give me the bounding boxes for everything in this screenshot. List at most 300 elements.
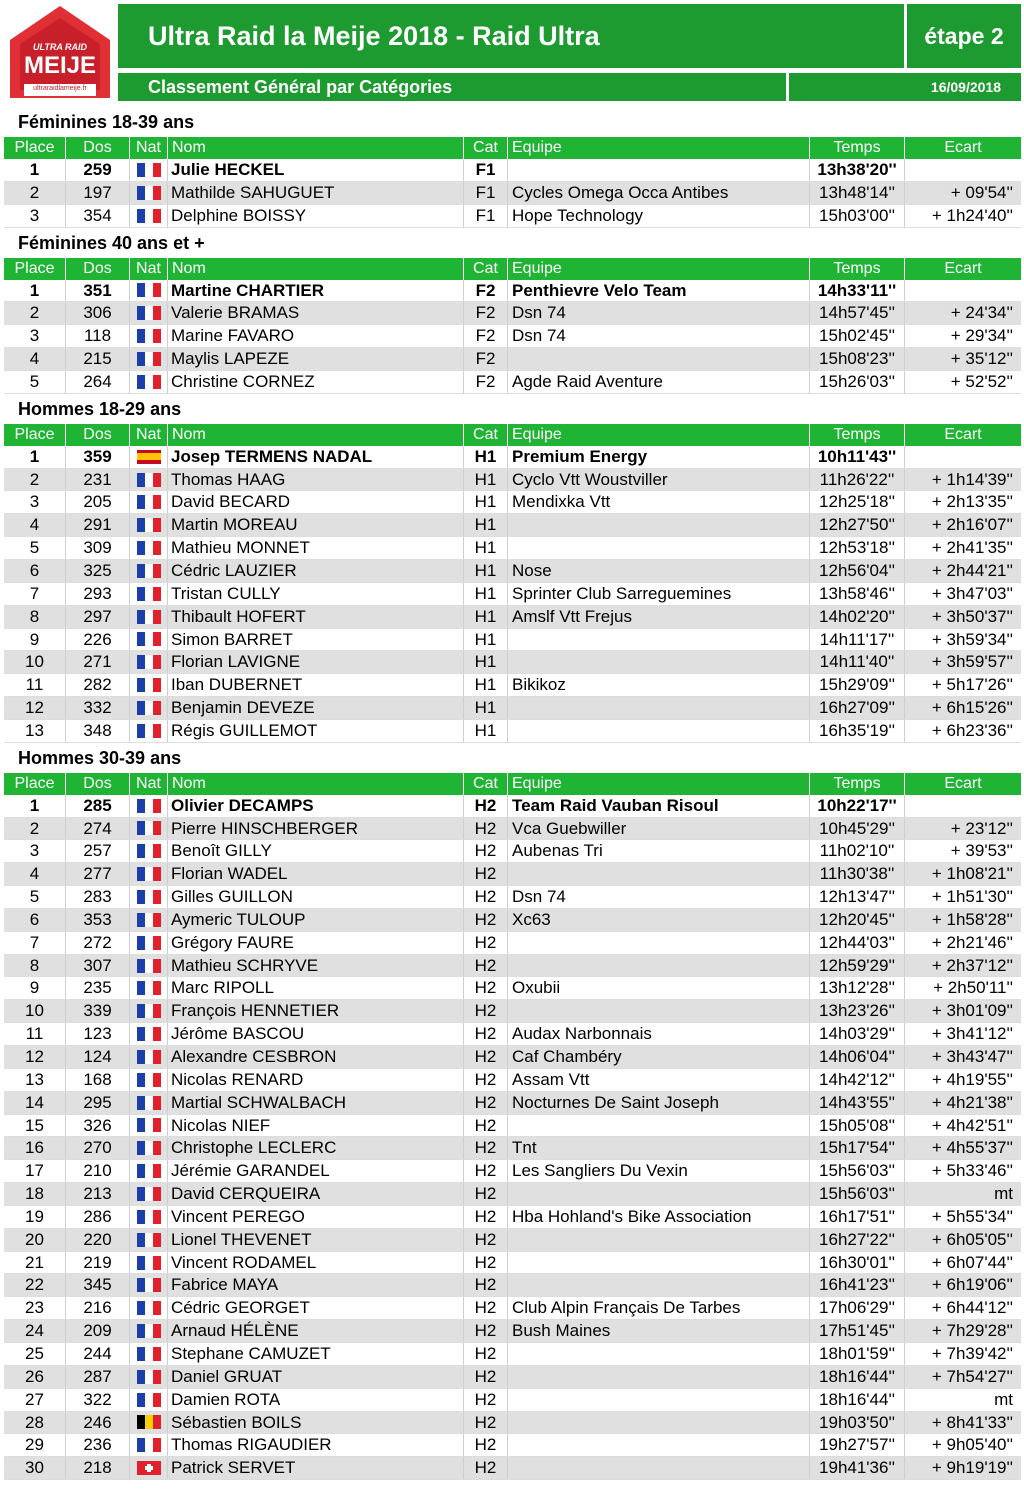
nationality-cell bbox=[130, 606, 168, 628]
cell-ecart: + 1h24'40'' bbox=[931, 205, 1013, 225]
cell-temps: 15h08'23'' bbox=[810, 348, 905, 370]
table-row bbox=[4, 182, 1021, 205]
table-row bbox=[4, 697, 1021, 720]
cell-nom: Régis GUILLEMOT bbox=[168, 720, 464, 742]
cell-dos: 353 bbox=[66, 909, 130, 931]
column-header-nom: Nom bbox=[168, 424, 464, 446]
cell-dos: 282 bbox=[66, 674, 130, 696]
cell-equipe bbox=[508, 1229, 810, 1251]
cell-dos: 332 bbox=[66, 697, 130, 719]
cell-cat: F2 bbox=[464, 302, 508, 324]
cell-equipe: Assam Vtt bbox=[508, 1069, 810, 1091]
cell-equipe: Caf Chambéry bbox=[508, 1046, 810, 1068]
column-header-temps: Temps bbox=[810, 258, 905, 280]
nationality-cell bbox=[130, 1069, 168, 1091]
cell-temps: 10h45'29'' bbox=[810, 818, 905, 840]
flag-fr-icon bbox=[137, 1164, 161, 1178]
nationality-cell bbox=[130, 909, 168, 931]
cell-temps: 12h27'50'' bbox=[810, 514, 905, 536]
flag-fr-icon bbox=[137, 1210, 161, 1224]
nationality-cell bbox=[130, 1183, 168, 1205]
nationality-cell bbox=[130, 1343, 168, 1365]
cell-ecart: + 4h55'37'' bbox=[931, 1138, 1013, 1158]
cell-place: 22 bbox=[4, 1274, 66, 1296]
cell-dos: 246 bbox=[66, 1412, 130, 1434]
flag-be-icon bbox=[137, 1415, 161, 1429]
column-header-cat: Cat bbox=[464, 137, 508, 159]
cell-temps: 15h05'08'' bbox=[810, 1115, 905, 1137]
nationality-cell bbox=[130, 1434, 168, 1456]
cell-ecart: + 2h44'21'' bbox=[931, 560, 1013, 580]
cell-equipe: Aubenas Tri bbox=[508, 840, 810, 862]
cell-ecart: mt bbox=[994, 1184, 1013, 1204]
flag-fr-icon bbox=[137, 655, 161, 669]
nationality-cell bbox=[130, 1320, 168, 1342]
table-row bbox=[4, 1252, 1021, 1275]
nationality-cell bbox=[130, 1160, 168, 1182]
cell-place: 15 bbox=[4, 1115, 66, 1137]
flag-fr-icon bbox=[137, 678, 161, 692]
cell-equipe bbox=[508, 1457, 810, 1479]
cell-dos: 307 bbox=[66, 955, 130, 977]
cell-nom: Patrick SERVET bbox=[168, 1457, 464, 1479]
flag-fr-icon bbox=[137, 163, 161, 177]
category-title: Féminines 40 ans et + bbox=[18, 232, 205, 253]
cell-equipe: Hope Technology bbox=[508, 205, 810, 227]
column-header-equipe: Equipe bbox=[508, 773, 810, 795]
cell-dos: 259 bbox=[66, 159, 130, 181]
cell-cat: H1 bbox=[464, 560, 508, 582]
table-row bbox=[4, 1412, 1021, 1435]
cell-place: 2 bbox=[4, 182, 66, 204]
cell-nom: Julie HECKEL bbox=[168, 159, 464, 181]
flag-fr-icon bbox=[137, 352, 161, 366]
nationality-cell bbox=[130, 280, 168, 302]
cell-temps: 15h03'00'' bbox=[810, 205, 905, 227]
cell-dos: 271 bbox=[66, 651, 130, 673]
cell-place: 7 bbox=[4, 932, 66, 954]
cell-dos: 220 bbox=[66, 1229, 130, 1251]
nationality-cell bbox=[130, 537, 168, 559]
nationality-cell bbox=[130, 1412, 168, 1434]
cell-equipe bbox=[508, 955, 810, 977]
cell-place: 3 bbox=[4, 840, 66, 862]
table-row bbox=[4, 863, 1021, 886]
cell-temps: 19h41'36'' bbox=[810, 1457, 905, 1479]
cell-temps: 14h33'11'' bbox=[810, 280, 905, 302]
cell-ecart: + 4h42'51'' bbox=[931, 1115, 1013, 1135]
nationality-cell bbox=[130, 583, 168, 605]
cell-cat: H2 bbox=[464, 863, 508, 885]
cell-ecart: + 3h59'34'' bbox=[931, 629, 1013, 649]
table-row bbox=[4, 1046, 1021, 1069]
nationality-cell bbox=[130, 1252, 168, 1274]
cell-ecart: + 9h19'19'' bbox=[931, 1458, 1013, 1478]
cell-equipe bbox=[508, 629, 810, 651]
table-row bbox=[4, 1023, 1021, 1046]
cell-place: 6 bbox=[4, 560, 66, 582]
cell-cat: H1 bbox=[464, 583, 508, 605]
cell-place: 3 bbox=[4, 325, 66, 347]
cell-nom: Marc RIPOLL bbox=[168, 977, 464, 999]
nationality-cell bbox=[130, 1206, 168, 1228]
cell-place: 13 bbox=[4, 1069, 66, 1091]
cell-temps: 14h03'29'' bbox=[810, 1023, 905, 1045]
cell-nom: Aymeric TULOUP bbox=[168, 909, 464, 931]
flag-fr-icon bbox=[137, 844, 161, 858]
flag-fr-icon bbox=[137, 1347, 161, 1361]
cell-place: 2 bbox=[4, 818, 66, 840]
cell-equipe: Amslf Vtt Frejus bbox=[508, 606, 810, 628]
nationality-cell bbox=[130, 1046, 168, 1068]
category-title: Féminines 18-39 ans bbox=[18, 112, 195, 132]
cell-ecart: + 5h33'46'' bbox=[931, 1161, 1013, 1181]
table-row bbox=[4, 977, 1021, 1000]
table-row bbox=[4, 955, 1021, 978]
nationality-cell bbox=[130, 863, 168, 885]
cell-temps: 15h17'54'' bbox=[810, 1137, 905, 1159]
table-row bbox=[4, 205, 1021, 228]
cell-cat: H1 bbox=[464, 720, 508, 742]
cell-ecart: + 3h43'47'' bbox=[931, 1047, 1013, 1066]
nationality-cell bbox=[130, 1137, 168, 1159]
flag-fr-icon bbox=[137, 1187, 161, 1201]
cell-dos: 197 bbox=[66, 182, 130, 204]
cell-dos: 283 bbox=[66, 886, 130, 908]
flag-fr-icon bbox=[137, 329, 161, 343]
flag-fr-icon bbox=[137, 1301, 161, 1315]
cell-nom: Benoît GILLY bbox=[168, 840, 464, 862]
logo-text-1: ULTRA RAID bbox=[33, 42, 87, 52]
cell-temps: 16h17'51'' bbox=[810, 1206, 905, 1228]
cell-place: 1 bbox=[4, 280, 66, 302]
cell-cat: H2 bbox=[464, 1092, 508, 1114]
nationality-cell bbox=[130, 1229, 168, 1251]
column-header-nom: Nom bbox=[168, 773, 464, 795]
nationality-cell bbox=[130, 1023, 168, 1045]
cell-place: 13 bbox=[4, 720, 66, 742]
cell-place: 27 bbox=[4, 1389, 66, 1411]
cell-dos: 244 bbox=[66, 1343, 130, 1365]
cell-place: 4 bbox=[4, 348, 66, 370]
cell-equipe: Xc63 bbox=[508, 909, 810, 931]
cell-cat: H2 bbox=[464, 1389, 508, 1411]
cell-place: 1 bbox=[4, 446, 66, 468]
flag-fr-icon bbox=[137, 283, 161, 297]
cell-place: 6 bbox=[4, 909, 66, 931]
nationality-cell bbox=[130, 932, 168, 954]
cell-dos: 351 bbox=[66, 280, 130, 302]
cell-equipe bbox=[508, 651, 810, 673]
table-row bbox=[4, 674, 1021, 697]
cell-equipe bbox=[508, 932, 810, 954]
nationality-cell bbox=[130, 651, 168, 673]
nationality-cell bbox=[130, 205, 168, 227]
cell-cat: H2 bbox=[464, 1434, 508, 1456]
cell-place: 9 bbox=[4, 629, 66, 651]
cell-temps: 13h38'20'' bbox=[810, 159, 905, 181]
cell-cat: F1 bbox=[464, 182, 508, 204]
nationality-cell bbox=[130, 469, 168, 491]
cell-equipe: Club Alpin Français De Tarbes bbox=[508, 1297, 810, 1319]
cell-nom: Vincent PEREGO bbox=[168, 1206, 464, 1228]
cell-temps: 13h58'46'' bbox=[810, 583, 905, 605]
flag-fr-icon bbox=[137, 1050, 161, 1064]
cell-cat: H2 bbox=[464, 1229, 508, 1251]
cell-ecart bbox=[905, 159, 1021, 181]
table-row bbox=[4, 514, 1021, 537]
column-header-equipe: Equipe bbox=[508, 258, 810, 280]
table-row bbox=[4, 560, 1021, 583]
race-date: 16/09/2018 bbox=[789, 73, 1021, 101]
cell-dos: 210 bbox=[66, 1160, 130, 1182]
flag-fr-icon bbox=[137, 518, 161, 532]
table-row bbox=[4, 446, 1021, 469]
column-header-cat: Cat bbox=[464, 258, 508, 280]
cell-dos: 118 bbox=[66, 325, 130, 347]
cell-cat: H2 bbox=[464, 1252, 508, 1274]
table-row bbox=[4, 302, 1021, 325]
cell-place: 24 bbox=[4, 1320, 66, 1342]
nationality-cell bbox=[130, 348, 168, 370]
cell-nom: Martin MOREAU bbox=[168, 514, 464, 536]
table-row bbox=[4, 1229, 1021, 1252]
cell-dos: 219 bbox=[66, 1252, 130, 1274]
cell-dos: 168 bbox=[66, 1069, 130, 1091]
cell-nom: Alexandre CESBRON bbox=[168, 1046, 464, 1068]
cell-cat: H2 bbox=[464, 1366, 508, 1388]
cell-ecart: + 4h21'38'' bbox=[931, 1092, 1013, 1112]
cell-cat: H1 bbox=[464, 674, 508, 696]
cell-ecart: + 5h55'34'' bbox=[931, 1206, 1013, 1226]
category-title: Hommes 18-29 ans bbox=[18, 398, 182, 419]
column-header-dos: Dos bbox=[66, 424, 130, 446]
cell-place: 23 bbox=[4, 1297, 66, 1319]
logo-url: ultraraidlameije.fr bbox=[33, 85, 87, 92]
cell-cat: H2 bbox=[464, 886, 508, 908]
column-header-ecart: Ecart bbox=[944, 425, 982, 443]
cell-nom: Thomas HAAG bbox=[168, 469, 464, 491]
cell-ecart: + 5h17'26'' bbox=[931, 675, 1013, 695]
cell-cat: H2 bbox=[464, 1343, 508, 1365]
cell-cat: H2 bbox=[464, 1023, 508, 1045]
cell-cat: H2 bbox=[464, 840, 508, 862]
cell-ecart: + 23'12'' bbox=[950, 818, 1013, 838]
cell-equipe: Mendixka Vtt bbox=[508, 491, 810, 513]
cell-ecart: + 2h21'46'' bbox=[931, 932, 1013, 952]
table-row bbox=[4, 1069, 1021, 1092]
flag-fr-icon bbox=[137, 1278, 161, 1292]
table-row bbox=[4, 1457, 1021, 1480]
cell-place: 10 bbox=[4, 651, 66, 673]
flag-fr-icon bbox=[137, 821, 161, 835]
cell-equipe: Team Raid Vauban Risoul bbox=[508, 795, 810, 817]
cell-temps: 12h25'18'' bbox=[810, 491, 905, 513]
table-row bbox=[4, 159, 1021, 182]
cell-cat: H2 bbox=[464, 1069, 508, 1091]
column-header-dos: Dos bbox=[66, 137, 130, 159]
cell-nom: Marine FAVARO bbox=[168, 325, 464, 347]
cell-dos: 213 bbox=[66, 1183, 130, 1205]
cell-nom: Vincent RODAMEL bbox=[168, 1252, 464, 1274]
flag-fr-icon bbox=[137, 541, 161, 555]
nationality-cell bbox=[130, 955, 168, 977]
cell-place: 20 bbox=[4, 1229, 66, 1251]
cell-nom: Cédric LAUZIER bbox=[168, 560, 464, 582]
table-row bbox=[4, 1274, 1021, 1297]
cell-place: 30 bbox=[4, 1457, 66, 1479]
flag-fr-icon bbox=[137, 724, 161, 738]
cell-equipe: Audax Narbonnais bbox=[508, 1023, 810, 1045]
flag-fr-icon bbox=[137, 981, 161, 995]
cell-dos: 277 bbox=[66, 863, 130, 885]
column-header-place: Place bbox=[4, 773, 66, 795]
cell-temps: 16h41'23'' bbox=[810, 1274, 905, 1296]
flag-fr-icon bbox=[137, 913, 161, 927]
cell-cat: H2 bbox=[464, 1183, 508, 1205]
cell-ecart: + 1h51'30'' bbox=[931, 887, 1013, 907]
column-header-nom: Nom bbox=[168, 258, 464, 280]
cell-ecart: + 52'52'' bbox=[950, 371, 1013, 391]
cell-temps: 16h30'01'' bbox=[810, 1252, 905, 1274]
cell-dos: 306 bbox=[66, 302, 130, 324]
column-header-cat: Cat bbox=[464, 424, 508, 446]
cell-cat: H1 bbox=[464, 606, 508, 628]
cell-place: 4 bbox=[4, 863, 66, 885]
column-header-equipe: Equipe bbox=[508, 424, 810, 446]
cell-nom: Lionel THEVENET bbox=[168, 1229, 464, 1251]
flag-fr-icon bbox=[137, 799, 161, 813]
column-header-nat: Nat bbox=[130, 137, 168, 159]
cell-equipe: Oxubii bbox=[508, 977, 810, 999]
cell-ecart bbox=[905, 280, 1021, 302]
cell-ecart: + 2h50'11'' bbox=[933, 978, 1013, 998]
cell-equipe: Dsn 74 bbox=[508, 886, 810, 908]
cell-equipe: Nocturnes De Saint Joseph bbox=[508, 1092, 810, 1114]
column-header-nat: Nat bbox=[130, 258, 168, 280]
cell-dos: 218 bbox=[66, 1457, 130, 1479]
flag-fr-icon bbox=[137, 1141, 161, 1155]
cell-dos: 295 bbox=[66, 1092, 130, 1114]
cell-nom: Christine CORNEZ bbox=[168, 371, 464, 393]
flag-fr-icon bbox=[137, 1073, 161, 1087]
flag-fr-icon bbox=[137, 632, 161, 646]
cell-nom: Florian WADEL bbox=[168, 863, 464, 885]
cell-equipe bbox=[508, 1115, 810, 1137]
cell-place: 1 bbox=[4, 159, 66, 181]
cell-temps: 12h20'45'' bbox=[810, 909, 905, 931]
cell-place: 16 bbox=[4, 1137, 66, 1159]
cell-equipe: Dsn 74 bbox=[508, 302, 810, 324]
cell-place: 7 bbox=[4, 583, 66, 605]
cell-nom: Sébastien BOILS bbox=[168, 1412, 464, 1434]
table-row bbox=[4, 1160, 1021, 1183]
cell-nom: Daniel GRUAT bbox=[168, 1366, 464, 1388]
cell-temps: 13h23'26'' bbox=[810, 1000, 905, 1022]
cell-nom: Nicolas NIEF bbox=[168, 1115, 464, 1137]
cell-temps: 14h02'20'' bbox=[810, 606, 905, 628]
cell-ecart: + 2h41'35'' bbox=[931, 538, 1013, 558]
table-row bbox=[4, 629, 1021, 652]
cell-temps: 15h02'45'' bbox=[810, 325, 905, 347]
cell-cat: F2 bbox=[464, 280, 508, 302]
cell-cat: H1 bbox=[464, 697, 508, 719]
cell-temps: 12h44'03'' bbox=[810, 932, 905, 954]
category-title: Hommes 30-39 ans bbox=[18, 747, 182, 768]
cell-ecart: + 9h05'40'' bbox=[931, 1435, 1013, 1455]
cell-nom: Martine CHARTIER bbox=[168, 280, 464, 302]
cell-dos: 215 bbox=[66, 348, 130, 370]
column-header-temps: Temps bbox=[810, 137, 905, 159]
cell-place: 9 bbox=[4, 977, 66, 999]
cell-cat: H1 bbox=[464, 651, 508, 673]
cell-equipe: Premium Energy bbox=[508, 446, 810, 468]
column-header-dos: Dos bbox=[66, 258, 130, 280]
table-row bbox=[4, 606, 1021, 629]
cell-cat: H2 bbox=[464, 909, 508, 931]
cell-dos: 326 bbox=[66, 1115, 130, 1137]
cell-place: 17 bbox=[4, 1160, 66, 1182]
cell-cat: H2 bbox=[464, 1320, 508, 1342]
cell-temps: 16h27'09'' bbox=[810, 697, 905, 719]
cell-temps: 18h16'44'' bbox=[810, 1389, 905, 1411]
cell-nom: Valerie BRAMAS bbox=[168, 302, 464, 324]
cell-ecart: + 1h08'21'' bbox=[931, 864, 1013, 884]
cell-nom: Stephane CAMUZET bbox=[168, 1343, 464, 1365]
cell-place: 2 bbox=[4, 302, 66, 324]
cell-temps: 19h27'57'' bbox=[810, 1434, 905, 1456]
cell-equipe bbox=[508, 348, 810, 370]
cell-equipe bbox=[508, 1252, 810, 1274]
flag-fr-icon bbox=[137, 610, 161, 624]
column-header-ecart: Ecart bbox=[944, 774, 982, 792]
cell-equipe: Cyclo Vtt Woustviller bbox=[508, 469, 810, 491]
cell-cat: H1 bbox=[464, 446, 508, 468]
cell-temps: 12h53'18'' bbox=[810, 537, 905, 559]
cell-dos: 354 bbox=[66, 205, 130, 227]
column-header-place: Place bbox=[4, 137, 66, 159]
cell-place: 8 bbox=[4, 606, 66, 628]
cell-equipe bbox=[508, 1366, 810, 1388]
flag-fr-icon bbox=[137, 936, 161, 950]
cell-equipe: Penthievre Velo Team bbox=[508, 280, 810, 302]
cell-cat: H2 bbox=[464, 932, 508, 954]
table-header bbox=[4, 773, 1021, 795]
cell-place: 19 bbox=[4, 1206, 66, 1228]
cell-equipe: Vca Guebwiller bbox=[508, 818, 810, 840]
nationality-cell bbox=[130, 840, 168, 862]
flag-fr-icon bbox=[137, 1004, 161, 1018]
cell-ecart: + 2h13'35'' bbox=[931, 492, 1013, 512]
cell-dos: 123 bbox=[66, 1023, 130, 1045]
cell-temps: 14h06'04'' bbox=[810, 1046, 905, 1068]
cell-cat: H1 bbox=[464, 469, 508, 491]
cell-dos: 209 bbox=[66, 1320, 130, 1342]
cell-ecart: + 6h05'05'' bbox=[931, 1229, 1013, 1249]
cell-temps: 13h12'28'' bbox=[810, 977, 905, 999]
cell-place: 11 bbox=[4, 1023, 66, 1045]
cell-place: 1 bbox=[4, 795, 66, 817]
nationality-cell bbox=[130, 720, 168, 742]
flag-fr-icon bbox=[137, 867, 161, 881]
nationality-cell bbox=[130, 977, 168, 999]
cell-dos: 285 bbox=[66, 795, 130, 817]
flag-fr-icon bbox=[137, 1233, 161, 1247]
flag-ch-icon bbox=[137, 1461, 161, 1475]
stage-label: étape 2 bbox=[907, 4, 1021, 68]
cell-nom: Thibault HOFERT bbox=[168, 606, 464, 628]
cell-cat: H2 bbox=[464, 1274, 508, 1296]
